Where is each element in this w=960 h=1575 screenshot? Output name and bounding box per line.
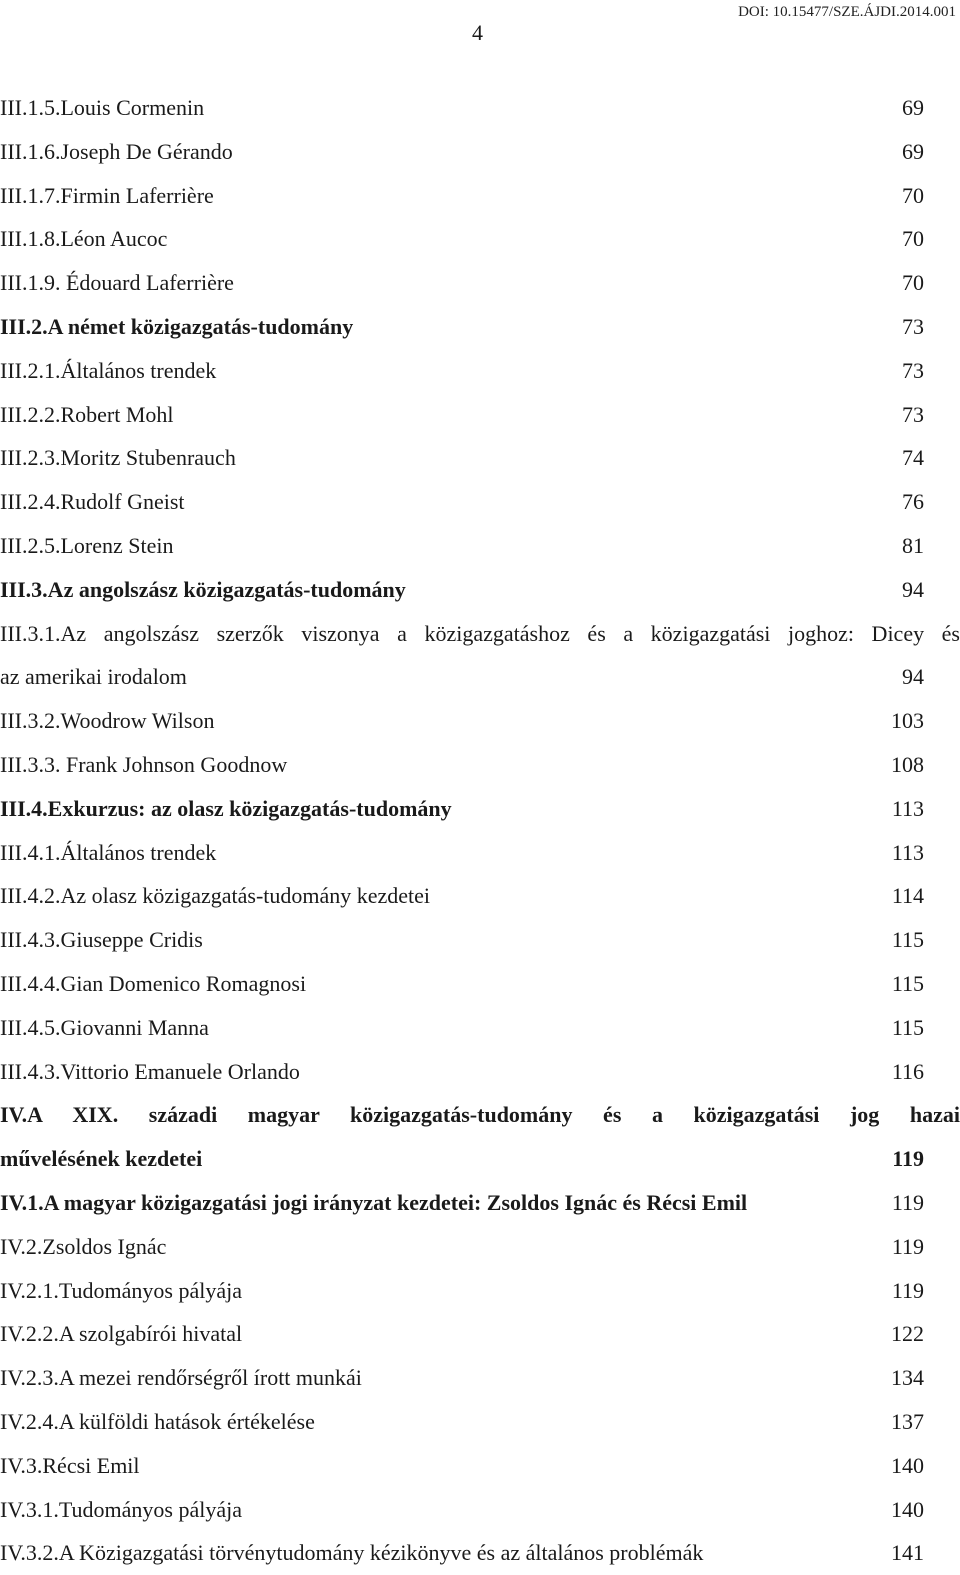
toc-entry[interactable] [0, 743, 960, 787]
toc-entry-page: 122 [891, 1321, 924, 1347]
toc-entry-page: 81 [902, 532, 924, 558]
toc-entry[interactable] [0, 524, 960, 568]
toc-entry-page: 115 [891, 970, 924, 996]
toc-entry-title: III.2.2.Robert Mohl [0, 401, 174, 427]
toc-entry-page: 137 [891, 1408, 924, 1434]
toc-entry-page: 76 [902, 489, 924, 515]
toc-entry-title: IV.3.Récsi Emil [0, 1452, 140, 1478]
toc-entry-page: 94 [902, 576, 924, 602]
toc-entry[interactable] [0, 1444, 960, 1488]
toc-entry[interactable] [0, 174, 960, 218]
toc-entry-title: IV.2.1.Tudományos pályája [0, 1277, 242, 1303]
toc-entry-page: 119 [891, 1233, 924, 1259]
toc-entry[interactable] [0, 305, 960, 349]
toc-entry[interactable] [0, 436, 960, 480]
toc-entry-title: IV.1.A magyar közigazgatási jogi irányzat kezdetei: Zsoldos Ignác és Récsi Emil [0, 1189, 748, 1215]
toc-entry-title: III.4.1.Általános trendek [0, 839, 217, 865]
toc-entry-title: III.1.9. Édouard Laferrière [0, 270, 234, 296]
toc-entry-page: 70 [902, 226, 924, 252]
toc-entry-page: 69 [902, 138, 924, 164]
toc-entry[interactable] [0, 1531, 960, 1575]
toc-entry[interactable] [0, 831, 960, 875]
toc-entry-page: 73 [902, 357, 924, 383]
toc-entry-page: 73 [902, 313, 924, 339]
toc-entry-page: 119 [891, 1189, 924, 1215]
toc-entry[interactable] [0, 1488, 960, 1532]
toc-entry-title: III.4.Exkurzus: az olasz közigazgatás-tudomány [0, 795, 452, 821]
toc-entry-page: 69 [902, 95, 924, 120]
toc-entry-page: 140 [891, 1496, 924, 1522]
toc-entry-title: III.4.5.Giovanni Manna [0, 1014, 209, 1040]
toc-entry[interactable] [0, 962, 960, 1006]
toc-entry[interactable] [0, 1225, 960, 1269]
toc-entry-page: 119 [891, 1277, 924, 1303]
toc-entry-title: III.4.2.Az olasz közigazgatás-tudomány kezdetei [0, 883, 431, 909]
toc-entry[interactable] [0, 1093, 960, 1181]
toc-entry[interactable] [0, 261, 960, 305]
toc-entry[interactable] [0, 1312, 960, 1356]
toc-entry-title: III.4.4.Gian Domenico Romagnosi [0, 970, 307, 996]
toc-entry[interactable] [0, 393, 960, 437]
toc-entry-page: 119 [892, 1146, 924, 1172]
toc-entry[interactable] [0, 612, 960, 700]
toc-entry[interactable] [0, 1400, 960, 1444]
toc-entry-title: III.2.A német közigazgatás-tudomány [0, 313, 354, 339]
toc-entry-title-continued: az amerikai irodalom [0, 664, 187, 690]
toc-entry-page: 74 [902, 445, 924, 471]
toc-entry-page: 73 [902, 401, 924, 427]
toc-entry-page: 70 [902, 270, 924, 296]
toc-entry-title: IV.2.2.A szolgabírói hivatal [0, 1321, 243, 1347]
toc-entry-title: IV.3.2.A Közigazgatási törvénytudomány kézikönyve és az általános problémák [0, 1540, 704, 1566]
doi-label: DOI: 10.15477/SZE.ÁJDI.2014.001 [738, 4, 956, 20]
toc-entry-title: IV.3.1.Tudományos pályája [0, 1496, 242, 1522]
toc-entry-title: III.3.Az angolszász közigazgatás-tudomány [0, 576, 406, 602]
toc-entry-title: III.2.1.Általános trendek [0, 357, 217, 383]
toc-entry-page: 114 [891, 883, 924, 909]
toc-entry[interactable] [0, 480, 960, 524]
toc-entry[interactable] [0, 86, 960, 130]
toc-entry[interactable] [0, 699, 960, 743]
toc-entry[interactable] [0, 1181, 960, 1225]
toc-entry-title: IV.A XIX. századi magyar közigazgatás-tudomány és a közigazgatási jog hazai [0, 1102, 960, 1128]
toc-entry-title: III.1.5.Louis Cormenin [0, 95, 205, 120]
toc-entry[interactable] [0, 1269, 960, 1313]
toc-entry-title: III.3.3. Frank Johnson Goodnow [0, 751, 288, 777]
toc-entry[interactable] [0, 918, 960, 962]
toc-entry[interactable] [0, 1356, 960, 1400]
toc-entry-page: 115 [891, 1014, 924, 1040]
toc-entry-page: 115 [891, 927, 924, 953]
toc-entry-title: IV.2.Zsoldos Ignác [0, 1233, 167, 1259]
toc-entry-title: III.1.7.Firmin Laferrière [0, 182, 214, 208]
toc-entry[interactable] [0, 349, 960, 393]
toc-entry-title: IV.2.4.A külföldi hatások értékelése [0, 1408, 315, 1434]
toc-entry-page: 141 [891, 1540, 924, 1566]
toc-entry-title: III.4.3.Giuseppe Cridis [0, 927, 203, 953]
toc-entry-page: 70 [902, 182, 924, 208]
toc-entry-title: III.2.3.Moritz Stubenrauch [0, 445, 236, 471]
toc-entry-title: III.2.5.Lorenz Stein [0, 532, 174, 558]
toc-entry-page: 134 [891, 1365, 924, 1391]
toc-entry[interactable] [0, 568, 960, 612]
toc-entry[interactable] [0, 217, 960, 261]
toc-entry-title: IV.2.3.A mezei rendőrségről írott munkái [0, 1365, 362, 1391]
toc-entry-title: III.4.3.Vittorio Emanuele Orlando [0, 1058, 300, 1084]
toc-entry-page: 103 [891, 708, 924, 734]
toc-entry-title: III.2.4.Rudolf Gneist [0, 489, 185, 515]
toc-entry-title: III.3.2.Woodrow Wilson [0, 708, 215, 734]
toc-entry-title: III.1.8.Léon Aucoc [0, 226, 168, 252]
toc-entry[interactable] [0, 1050, 960, 1094]
page-number: 4 [472, 20, 483, 45]
toc-entry-page: 108 [891, 751, 924, 777]
toc-entry[interactable] [0, 1006, 960, 1050]
toc-entry-page: 116 [891, 1058, 924, 1084]
toc-entry-title: III.1.6.Joseph De Gérando [0, 138, 233, 164]
toc-entry[interactable] [0, 130, 960, 174]
toc-entry-title: III.3.1.Az angolszász szerzők viszonya a közigazgatáshoz és a közigazgatási joghoz: Dicey és [0, 620, 960, 646]
toc-entry-title-continued: művelésének kezdetei [0, 1146, 203, 1172]
toc-entry-page: 94 [902, 664, 924, 690]
toc-entry-page: 113 [891, 795, 924, 821]
toc-entry[interactable] [0, 787, 960, 831]
table-of-contents [0, 86, 960, 1575]
toc-entry[interactable] [0, 874, 960, 918]
toc-entry-page: 113 [891, 839, 924, 865]
toc-entry-page: 140 [891, 1452, 924, 1478]
